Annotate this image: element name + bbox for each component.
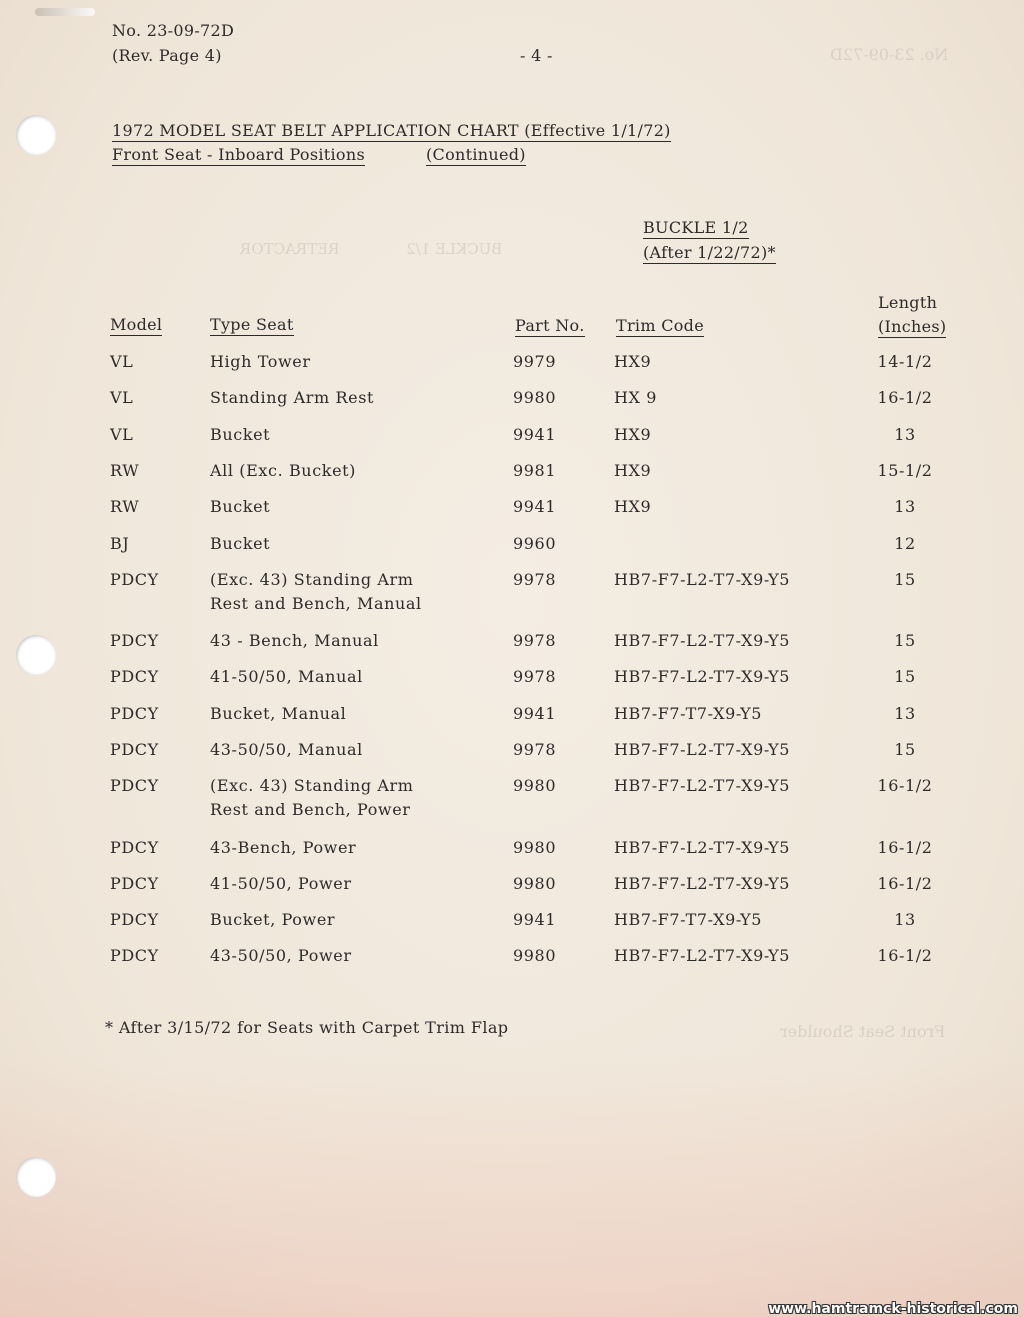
document-number: No. 23-09-72D bbox=[112, 21, 235, 40]
cell-type-seat: All (Exc. Bucket) bbox=[210, 461, 357, 480]
cell-part-no: 9941 bbox=[513, 704, 557, 723]
cell-length: 16-1/2 bbox=[877, 838, 933, 857]
cell-trim-code: HX9 bbox=[614, 497, 652, 516]
cell-trim-code: HB7-F7-T7-X9-Y5 bbox=[614, 704, 763, 723]
cell-type-seat-continued: Rest and Bench, Power bbox=[210, 800, 411, 819]
column-header-part-no: Part No. bbox=[515, 316, 585, 335]
cell-model: PDCY bbox=[110, 631, 159, 650]
cell-type-seat: Bucket bbox=[210, 497, 271, 516]
cell-length: 16-1/2 bbox=[877, 946, 933, 965]
cell-model: PDCY bbox=[110, 776, 159, 795]
chart-title: 1972 MODEL SEAT BELT APPLICATION CHART (Effective 1/1/72) bbox=[112, 121, 671, 140]
cell-type-seat: 41-50/50, Manual bbox=[210, 667, 363, 686]
cell-length: 16-1/2 bbox=[877, 388, 933, 407]
cell-length: 15 bbox=[894, 740, 916, 759]
cell-model: VL bbox=[110, 425, 134, 444]
paper-crease bbox=[35, 8, 95, 16]
cell-type-seat: Bucket, Power bbox=[210, 910, 336, 929]
cell-type-seat: Bucket bbox=[210, 534, 271, 553]
cell-length: 13 bbox=[894, 704, 916, 723]
cell-trim-code: HB7-F7-T7-X9-Y5 bbox=[614, 910, 763, 929]
cell-length: 13 bbox=[894, 425, 916, 444]
bleed-through-text: BUCKLE 1/2 RETRACTOR bbox=[240, 240, 503, 258]
cell-length: 13 bbox=[894, 910, 916, 929]
cell-model: PDCY bbox=[110, 874, 159, 893]
cell-part-no: 9978 bbox=[513, 631, 557, 650]
cell-trim-code: HB7-F7-L2-T7-X9-Y5 bbox=[614, 667, 791, 686]
cell-model: RW bbox=[110, 461, 140, 480]
cell-part-no: 9980 bbox=[513, 776, 557, 795]
cell-model: RW bbox=[110, 497, 140, 516]
cell-model: PDCY bbox=[110, 570, 159, 589]
cell-model: PDCY bbox=[110, 667, 159, 686]
bleed-through-text: Front Seat Shoulder bbox=[780, 1022, 946, 1041]
cell-length: 16-1/2 bbox=[877, 874, 933, 893]
cell-part-no: 9979 bbox=[513, 352, 557, 371]
cell-part-no: 9978 bbox=[513, 667, 557, 686]
cell-model: PDCY bbox=[110, 946, 159, 965]
cell-part-no: 9980 bbox=[513, 838, 557, 857]
cell-type-seat: 43-50/50, Manual bbox=[210, 740, 363, 759]
cell-part-no: 9978 bbox=[513, 570, 557, 589]
cell-length: 15 bbox=[894, 631, 916, 650]
buckle-group-date: (After 1/22/72)* bbox=[643, 243, 776, 262]
cell-part-no: 9980 bbox=[513, 388, 557, 407]
cell-trim-code: HX9 bbox=[614, 425, 652, 444]
cell-model: BJ bbox=[110, 534, 130, 553]
cell-part-no: 9980 bbox=[513, 946, 557, 965]
cell-length: 15 bbox=[894, 667, 916, 686]
cell-length: 12 bbox=[894, 534, 916, 553]
section-title: Front Seat - Inboard Positions bbox=[112, 145, 365, 164]
cell-type-seat: Bucket bbox=[210, 425, 271, 444]
cell-trim-code: HB7-F7-L2-T7-X9-Y5 bbox=[614, 874, 791, 893]
cell-part-no: 9978 bbox=[513, 740, 557, 759]
cell-part-no: 9980 bbox=[513, 874, 557, 893]
cell-length: 15 bbox=[894, 570, 916, 589]
cell-trim-code: HX9 bbox=[614, 461, 652, 480]
revision-label: (Rev. Page 4) bbox=[112, 46, 222, 65]
binder-hole bbox=[16, 635, 56, 675]
cell-model: PDCY bbox=[110, 838, 159, 857]
cell-type-seat: 43-Bench, Power bbox=[210, 838, 357, 857]
footnote: * After 3/15/72 for Seats with Carpet Trim Flap bbox=[105, 1018, 509, 1037]
cell-type-seat: (Exc. 43) Standing Arm bbox=[210, 776, 414, 795]
cell-model: PDCY bbox=[110, 704, 159, 723]
buckle-group-header: BUCKLE 1/2 bbox=[643, 218, 749, 237]
continued-label: (Continued) bbox=[426, 145, 526, 164]
bleed-through-text: No. 23-09-72D bbox=[830, 45, 949, 64]
cell-part-no: 9941 bbox=[513, 425, 557, 444]
cell-length: 13 bbox=[894, 497, 916, 516]
cell-length: 15-1/2 bbox=[877, 461, 933, 480]
cell-trim-code: HX 9 bbox=[614, 388, 658, 407]
cell-trim-code: HB7-F7-L2-T7-X9-Y5 bbox=[614, 776, 791, 795]
cell-trim-code: HX9 bbox=[614, 352, 652, 371]
cell-model: PDCY bbox=[110, 910, 159, 929]
cell-part-no: 9981 bbox=[513, 461, 557, 480]
cell-part-no: 9960 bbox=[513, 534, 557, 553]
cell-part-no: 9941 bbox=[513, 910, 557, 929]
cell-type-seat: 43 - Bench, Manual bbox=[210, 631, 379, 650]
cell-type-seat: (Exc. 43) Standing Arm bbox=[210, 570, 414, 589]
cell-type-seat: Bucket, Manual bbox=[210, 704, 347, 723]
cell-type-seat: 41-50/50, Power bbox=[210, 874, 352, 893]
cell-type-seat: Standing Arm Rest bbox=[210, 388, 375, 407]
column-header-trim-code: Trim Code bbox=[616, 316, 704, 335]
column-header-model: Model bbox=[110, 315, 163, 334]
column-header-length: Length bbox=[878, 293, 938, 312]
cell-length: 14-1/2 bbox=[877, 352, 933, 371]
cell-trim-code: HB7-F7-L2-T7-X9-Y5 bbox=[614, 838, 791, 857]
cell-trim-code: HB7-F7-L2-T7-X9-Y5 bbox=[614, 570, 791, 589]
cell-model: VL bbox=[110, 352, 134, 371]
page-number: - 4 - bbox=[520, 46, 553, 65]
cell-trim-code: HB7-F7-L2-T7-X9-Y5 bbox=[614, 946, 791, 965]
cell-type-seat: 43-50/50, Power bbox=[210, 946, 352, 965]
binder-hole bbox=[16, 1157, 56, 1197]
column-header-type-seat: Type Seat bbox=[210, 315, 294, 334]
column-header-inches: (Inches) bbox=[878, 317, 947, 336]
cell-type-seat-continued: Rest and Bench, Manual bbox=[210, 594, 422, 613]
watermark-url: www.hamtramck-historical.com bbox=[768, 1301, 1018, 1317]
cell-length: 16-1/2 bbox=[877, 776, 933, 795]
cell-model: VL bbox=[110, 388, 134, 407]
cell-trim-code: HB7-F7-L2-T7-X9-Y5 bbox=[614, 740, 791, 759]
binder-hole bbox=[16, 115, 56, 155]
cell-type-seat: High Tower bbox=[210, 352, 311, 371]
cell-model: PDCY bbox=[110, 740, 159, 759]
cell-part-no: 9941 bbox=[513, 497, 557, 516]
cell-trim-code: HB7-F7-L2-T7-X9-Y5 bbox=[614, 631, 791, 650]
